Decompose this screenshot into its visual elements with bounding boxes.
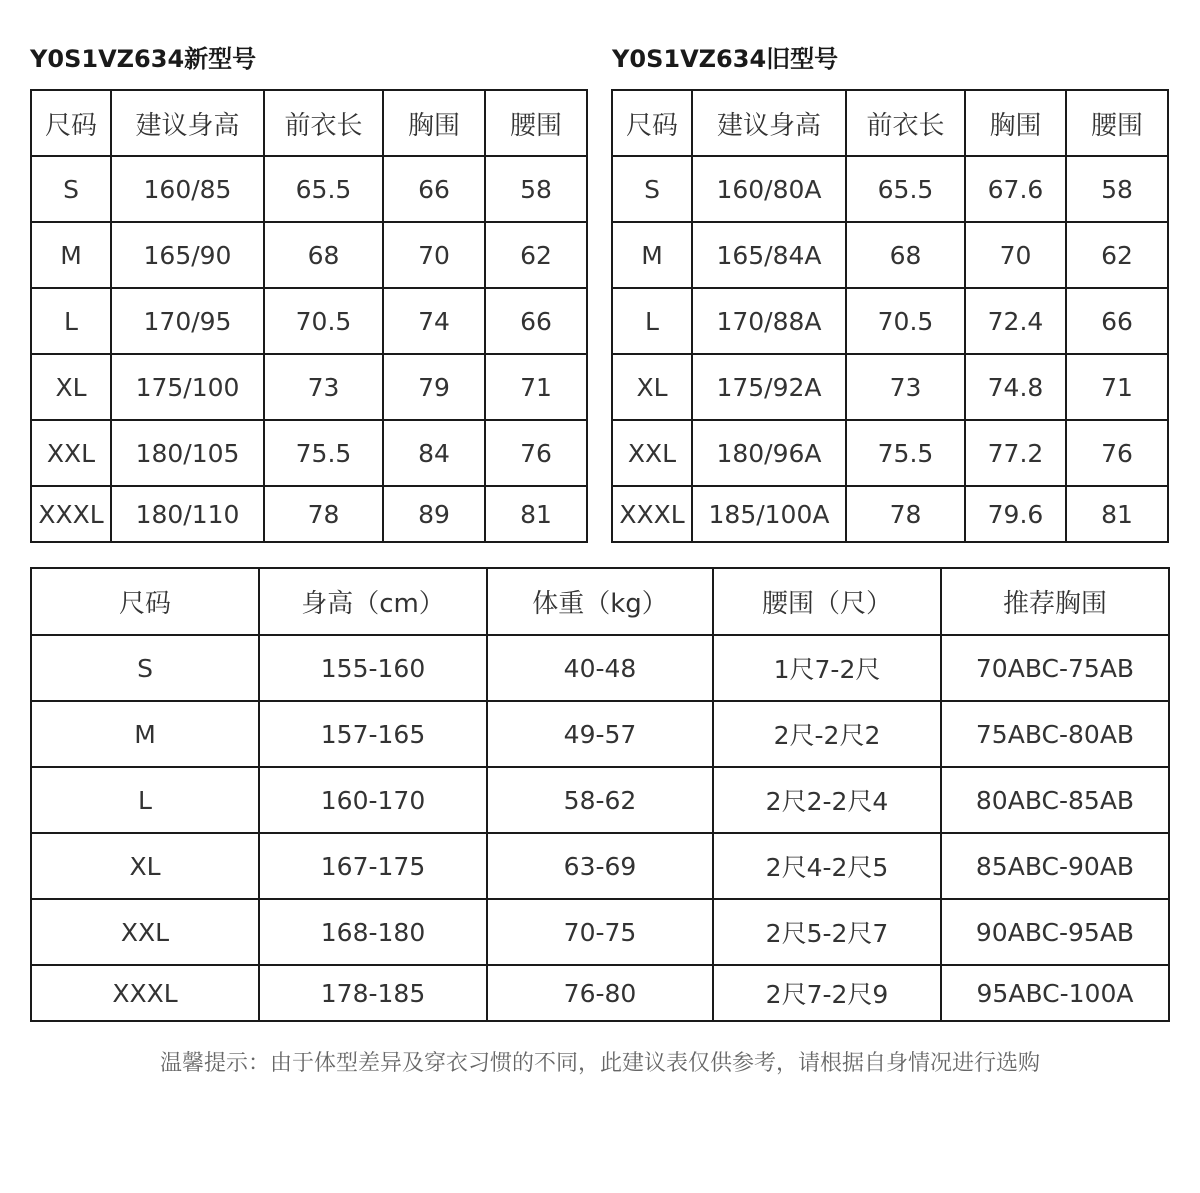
table-cell: 2尺7-2尺9 xyxy=(713,965,941,1021)
table-row xyxy=(31,420,587,486)
table-row xyxy=(31,965,1169,1021)
table-row xyxy=(612,222,1168,288)
table-cell: XXXL xyxy=(612,486,692,542)
header-cell: 身高（cm） xyxy=(259,568,487,635)
table-row xyxy=(612,420,1168,486)
table-cell: 79.6 xyxy=(965,486,1066,542)
table-cell: 178-185 xyxy=(259,965,487,1021)
table-cell: L xyxy=(31,767,259,833)
header-cell: 体重（kg） xyxy=(487,568,713,635)
table-cell: 168-180 xyxy=(259,899,487,965)
table-cell: S xyxy=(612,156,692,222)
header-cell: 胸围 xyxy=(965,90,1066,156)
table-cell: 73 xyxy=(264,354,383,420)
table-cell: 49-57 xyxy=(487,701,713,767)
table-row xyxy=(612,288,1168,354)
table-cell: 70ABC-75AB xyxy=(941,635,1169,701)
table-cell: 165/90 xyxy=(111,222,264,288)
table-cell: 85ABC-90AB xyxy=(941,833,1169,899)
header-cell: 尺码 xyxy=(31,90,111,156)
table-row xyxy=(612,354,1168,420)
table-row xyxy=(31,288,587,354)
header-cell: 腰围（尺） xyxy=(713,568,941,635)
table-cell: L xyxy=(612,288,692,354)
table-cell: XL xyxy=(612,354,692,420)
table-cell: M xyxy=(31,701,259,767)
table-cell: 80ABC-85AB xyxy=(941,767,1169,833)
table-cell: 160/80A xyxy=(692,156,846,222)
table-cell: 90ABC-95AB xyxy=(941,899,1169,965)
table-cell: M xyxy=(612,222,692,288)
header-cell: 胸围 xyxy=(383,90,485,156)
table-cell: 58 xyxy=(485,156,587,222)
table-cell: 1尺7-2尺 xyxy=(713,635,941,701)
old-model-title: Y0S1VZ634旧型号 xyxy=(612,45,839,73)
table-cell: 170/88A xyxy=(692,288,846,354)
table-cell: S xyxy=(31,635,259,701)
table-cell: XXXL xyxy=(31,965,259,1021)
table-cell: XXXL xyxy=(31,486,111,542)
table-cell: 66 xyxy=(383,156,485,222)
table-cell: 165/84A xyxy=(692,222,846,288)
table-cell: 180/110 xyxy=(111,486,264,542)
table-cell: 65.5 xyxy=(846,156,965,222)
header-cell: 尺码 xyxy=(612,90,692,156)
table-cell: 70 xyxy=(965,222,1066,288)
table-cell: 73 xyxy=(846,354,965,420)
table-cell: 62 xyxy=(485,222,587,288)
table-cell: 180/105 xyxy=(111,420,264,486)
table-cell: 95ABC-100A xyxy=(941,965,1169,1021)
header-cell: 腰围 xyxy=(485,90,587,156)
table-header-row xyxy=(612,90,1168,156)
table-cell: XXL xyxy=(31,420,111,486)
table-cell: 81 xyxy=(485,486,587,542)
header-cell: 腰围 xyxy=(1066,90,1168,156)
table-cell: 40-48 xyxy=(487,635,713,701)
table-cell: 2尺4-2尺5 xyxy=(713,833,941,899)
table-row xyxy=(31,222,587,288)
table-cell: 180/96A xyxy=(692,420,846,486)
table-row xyxy=(31,635,1169,701)
table-row xyxy=(31,156,587,222)
table-cell: 2尺2-2尺4 xyxy=(713,767,941,833)
table-row xyxy=(31,833,1169,899)
table-cell: 76 xyxy=(485,420,587,486)
table-cell: 155-160 xyxy=(259,635,487,701)
old-model-size-table xyxy=(611,89,1169,543)
header-cell: 推荐胸围 xyxy=(941,568,1169,635)
table-cell: 66 xyxy=(1066,288,1168,354)
table-row xyxy=(31,899,1169,965)
table-cell: 74.8 xyxy=(965,354,1066,420)
table-row xyxy=(31,767,1169,833)
header-cell: 前衣长 xyxy=(846,90,965,156)
table-cell: 71 xyxy=(1066,354,1168,420)
table-cell: 78 xyxy=(846,486,965,542)
table-cell: 77.2 xyxy=(965,420,1066,486)
table-cell: 157-165 xyxy=(259,701,487,767)
table-cell: 71 xyxy=(485,354,587,420)
table-cell: 76 xyxy=(1066,420,1168,486)
table-cell: XXL xyxy=(612,420,692,486)
header-cell: 建议身高 xyxy=(692,90,846,156)
table-cell: 75.5 xyxy=(264,420,383,486)
table-cell: 74 xyxy=(383,288,485,354)
table-cell: 62 xyxy=(1066,222,1168,288)
table-cell: 58 xyxy=(1066,156,1168,222)
table-cell: 75.5 xyxy=(846,420,965,486)
table-cell: 175/92A xyxy=(692,354,846,420)
header-cell: 建议身高 xyxy=(111,90,264,156)
table-cell: 175/100 xyxy=(111,354,264,420)
table-cell: XXL xyxy=(31,899,259,965)
table-cell: XL xyxy=(31,354,111,420)
table-cell: 160/85 xyxy=(111,156,264,222)
new-model-title: Y0S1VZ634新型号 xyxy=(30,45,257,73)
table-header-row xyxy=(31,568,1169,635)
table-cell: 70-75 xyxy=(487,899,713,965)
table-cell: 2尺-2尺2 xyxy=(713,701,941,767)
header-cell: 尺码 xyxy=(31,568,259,635)
table-cell: 76-80 xyxy=(487,965,713,1021)
table-row xyxy=(31,486,587,542)
table-cell: 160-170 xyxy=(259,767,487,833)
table-row xyxy=(31,701,1169,767)
table-cell: 68 xyxy=(264,222,383,288)
table-cell: 84 xyxy=(383,420,485,486)
table-cell: 170/95 xyxy=(111,288,264,354)
table-cell: 70.5 xyxy=(264,288,383,354)
table-cell: 185/100A xyxy=(692,486,846,542)
table-cell: 89 xyxy=(383,486,485,542)
table-row xyxy=(31,354,587,420)
table-cell: 65.5 xyxy=(264,156,383,222)
new-model-size-table xyxy=(30,89,588,543)
header-cell: 前衣长 xyxy=(264,90,383,156)
table-cell: L xyxy=(31,288,111,354)
table-cell: 78 xyxy=(264,486,383,542)
size-recommendation-table xyxy=(30,567,1170,1022)
fit-advice-note: 温馨提示：由于体型差异及穿衣习惯的不同，此建议表仅供参考，请根据自身情况进行选购 xyxy=(159,1051,1040,1076)
table-cell: 75ABC-80AB xyxy=(941,701,1169,767)
table-cell: 81 xyxy=(1066,486,1168,542)
table-cell: 167-175 xyxy=(259,833,487,899)
table-cell: M xyxy=(31,222,111,288)
table-cell: 68 xyxy=(846,222,965,288)
table-cell: 67.6 xyxy=(965,156,1066,222)
table-cell: 70 xyxy=(383,222,485,288)
table-cell: 2尺5-2尺7 xyxy=(713,899,941,965)
table-header-row xyxy=(31,90,587,156)
table-row xyxy=(612,156,1168,222)
table-row xyxy=(612,486,1168,542)
table-cell: XL xyxy=(31,833,259,899)
table-cell: 70.5 xyxy=(846,288,965,354)
table-cell: 63-69 xyxy=(487,833,713,899)
table-cell: 72.4 xyxy=(965,288,1066,354)
table-cell: 79 xyxy=(383,354,485,420)
table-cell: 58-62 xyxy=(487,767,713,833)
table-cell: 66 xyxy=(485,288,587,354)
table-cell: S xyxy=(31,156,111,222)
